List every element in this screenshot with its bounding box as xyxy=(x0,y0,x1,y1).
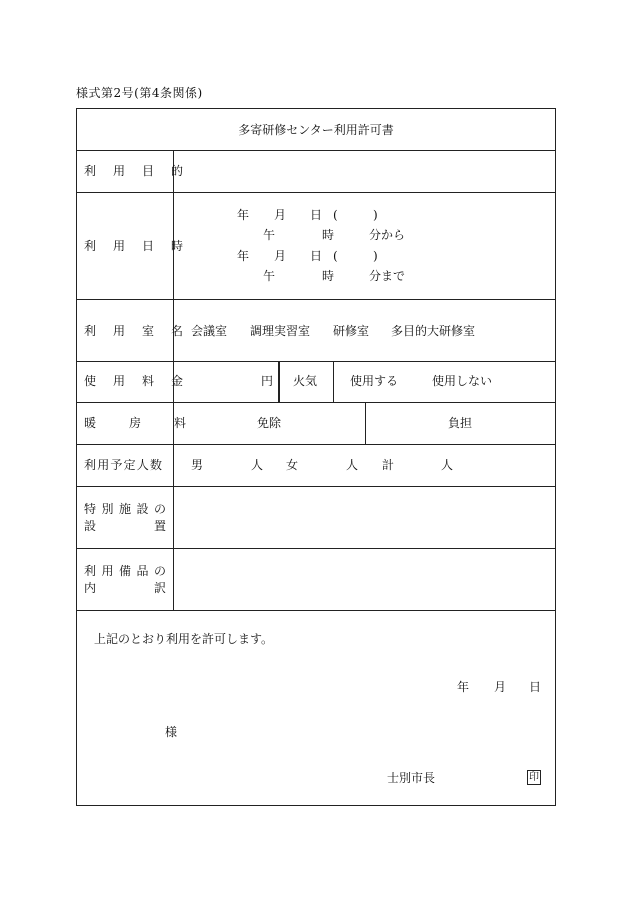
form-reference: 様式第2号(第4条関係) xyxy=(76,86,203,100)
room-option-large-hall[interactable]: 多目的大研修室 xyxy=(391,324,476,338)
divider xyxy=(77,299,555,300)
facility-label-line2: 設置 xyxy=(84,519,225,533)
male-unit: 人 xyxy=(251,458,264,472)
purpose-field[interactable] xyxy=(174,151,555,192)
room-label: 利用室名 xyxy=(84,324,201,338)
room-option-training[interactable]: 研修室 xyxy=(333,324,370,338)
end-paren-close: ) xyxy=(373,249,378,263)
seal-mark: 印 xyxy=(529,772,539,783)
facility-label-line1: 特別施設の xyxy=(84,502,172,516)
purpose-label: 利用目的 xyxy=(84,164,201,178)
total-label: 計 xyxy=(382,458,395,472)
heating-label: 暖房料 xyxy=(84,416,220,430)
datetime-label: 利用日時 xyxy=(84,239,201,253)
end-day: 日 xyxy=(310,249,323,263)
equipment-label-line2: 内訳 xyxy=(84,581,225,595)
permit-form xyxy=(76,108,556,806)
recipient-honorific: 様 xyxy=(165,725,178,739)
divider xyxy=(77,610,555,611)
fee-divider-2 xyxy=(333,361,334,402)
start-day: 日 xyxy=(310,208,323,222)
room-option-cooking[interactable]: 調理実習室 xyxy=(250,324,311,338)
equipment-field[interactable] xyxy=(174,549,555,610)
fire-label: 火気 xyxy=(293,374,318,388)
room-option-meeting[interactable]: 会議室 xyxy=(191,324,228,338)
divider xyxy=(77,192,555,193)
permit-statement: 上記のとおり利用を許可します。 xyxy=(94,632,274,646)
issue-year: 年 xyxy=(457,680,470,694)
male-label: 男 xyxy=(191,458,204,472)
fee-yen: 円 xyxy=(261,374,274,388)
heating-divider xyxy=(365,402,366,444)
fire-use-option[interactable]: 使用する xyxy=(350,374,399,388)
equipment-label-line1: 利用備品の xyxy=(84,564,172,578)
start-paren-close: ) xyxy=(373,208,378,222)
end-year: 年 xyxy=(237,249,250,263)
divider xyxy=(77,402,555,403)
end-paren-open: ( xyxy=(333,249,338,263)
end-minute: 分まで xyxy=(369,269,406,283)
heating-burden-option[interactable]: 負担 xyxy=(447,416,473,430)
issue-month: 月 xyxy=(494,680,507,694)
facility-field[interactable] xyxy=(174,487,555,548)
heating-exempt-option[interactable]: 免除 xyxy=(256,416,282,430)
end-month: 月 xyxy=(274,249,287,263)
start-paren-open: ( xyxy=(333,208,338,222)
issue-day: 日 xyxy=(529,680,542,694)
divider xyxy=(77,361,555,362)
issuer-title: 士別市長 xyxy=(387,771,436,785)
start-year: 年 xyxy=(237,208,250,222)
start-hour: 時 xyxy=(322,228,335,242)
start-ampm: 午 xyxy=(263,228,276,242)
total-unit: 人 xyxy=(441,458,454,472)
female-unit: 人 xyxy=(346,458,359,472)
people-label: 利用予定人数 xyxy=(84,458,164,472)
start-month: 月 xyxy=(274,208,287,222)
end-hour: 時 xyxy=(322,269,335,283)
form-title: 多寄研修センター利用許可書 xyxy=(238,123,394,137)
fee-label: 使用料金 xyxy=(84,374,201,388)
fee-divider-1b xyxy=(279,361,280,402)
divider xyxy=(77,444,555,445)
start-minute: 分から xyxy=(369,228,406,242)
end-ampm: 午 xyxy=(263,269,276,283)
female-label: 女 xyxy=(286,458,299,472)
fire-no-use-option[interactable]: 使用しない xyxy=(432,374,493,388)
